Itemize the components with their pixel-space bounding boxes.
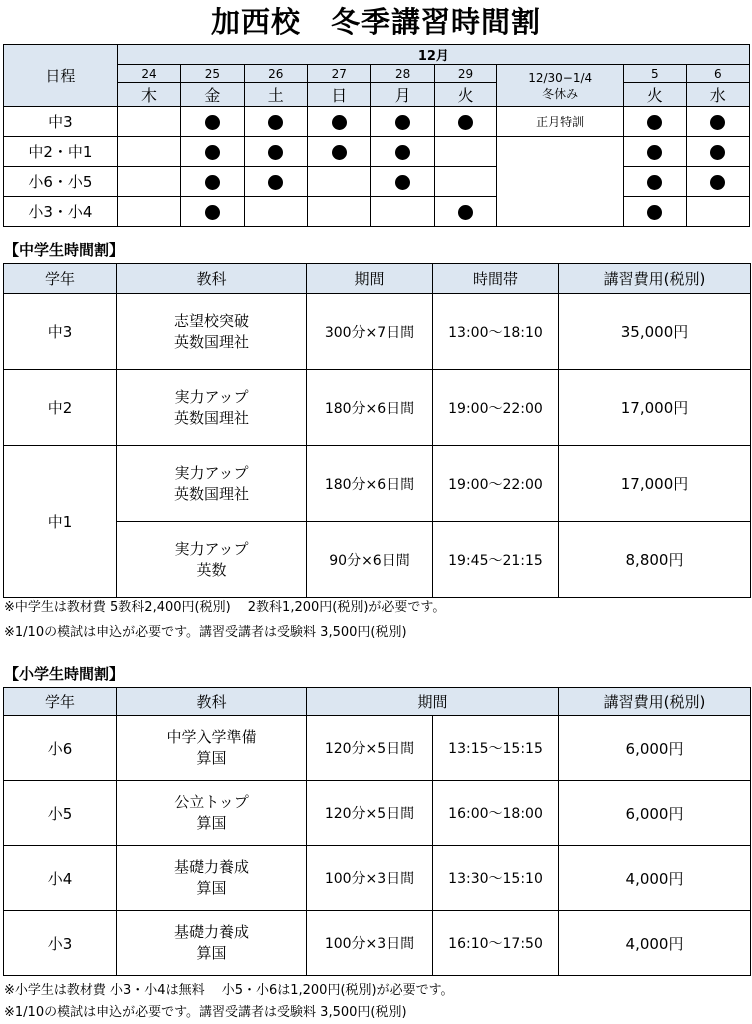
subject-line-1: 中学入学準備 — [166, 728, 257, 746]
mark-cell — [117, 197, 180, 227]
subject-line-2: 算国 — [196, 749, 227, 767]
grade-cell: 中1 — [4, 446, 117, 598]
schedule-grade: 小3・小4 — [4, 197, 118, 227]
period-cell: 180分×6日間 — [307, 370, 433, 446]
mark-cell — [686, 107, 749, 137]
subject-line-2: 英数国理社 — [173, 408, 249, 427]
mark-cell — [181, 107, 244, 137]
subject-line-2: 算国 — [196, 814, 227, 832]
subject-cell — [117, 522, 307, 598]
mark-cell — [624, 137, 686, 167]
class-day-dot — [710, 145, 725, 160]
subject-line-1: 公立トップ — [174, 793, 249, 811]
page-title: 加西校 冬季講習時間割 — [210, 5, 541, 39]
day-date: 5 — [624, 65, 686, 83]
day-weekday: 火 — [434, 83, 496, 107]
class-day-dot — [647, 115, 662, 130]
mark-cell — [686, 197, 749, 227]
header-subject: 教科 — [117, 264, 307, 294]
subject-line-1: 実力アップ — [174, 387, 249, 406]
time-cell: 13:00〜18:10 — [433, 294, 559, 370]
class-day-dot — [332, 145, 347, 160]
table-row — [4, 911, 751, 976]
subject-line-1: 基礎力養成 — [173, 923, 249, 941]
class-day-dot — [395, 145, 410, 160]
period-cell: 180分×6日間 — [307, 446, 433, 522]
grade-cell: 中2 — [4, 370, 117, 446]
mark-cell — [244, 107, 307, 137]
special-training-label: 正月特訓 — [497, 107, 624, 137]
mark-cell — [244, 167, 307, 197]
grade-cell: 中3 — [4, 294, 117, 370]
mark-cell — [308, 197, 371, 227]
mark-cell — [434, 167, 496, 197]
table-row — [4, 446, 751, 522]
mark-cell — [308, 107, 371, 137]
class-day-dot — [205, 115, 220, 130]
day-weekday: 月 — [371, 83, 434, 107]
class-day-dot — [332, 115, 347, 130]
header-subject: 教科 — [117, 688, 307, 716]
period-cell: 100分×3日間 — [307, 846, 433, 911]
schedule-grade: 小6・小5 — [4, 167, 118, 197]
table-row — [4, 846, 751, 911]
subject-cell — [117, 781, 307, 846]
day-date: 29 — [434, 65, 496, 83]
mark-cell — [371, 107, 434, 137]
period-cell: 120分×5日間 — [307, 716, 433, 781]
day-date: 24 — [117, 65, 180, 83]
elementary-table — [3, 687, 751, 976]
header-grade: 学年 — [4, 264, 117, 294]
table-row — [4, 716, 751, 781]
time-cell: 13:15〜15:15 — [433, 716, 559, 781]
class-day-dot — [647, 145, 662, 160]
time-cell: 19:00〜22:00 — [433, 446, 559, 522]
time-cell: 13:30〜15:10 — [433, 846, 559, 911]
header-period: 期間 — [307, 688, 559, 716]
subject-cell — [117, 716, 307, 781]
junior-section-label: 【中学生時間割】 — [4, 241, 125, 259]
class-day-dot — [395, 115, 410, 130]
mark-cell — [181, 137, 244, 167]
day-date: 6 — [686, 65, 749, 83]
grade-cell: 小4 — [4, 846, 117, 911]
subject-line-1: 実力アップ — [174, 539, 249, 558]
grade-cell: 小3 — [4, 911, 117, 976]
winter-break-header — [497, 65, 624, 107]
header-grade: 学年 — [4, 688, 117, 716]
class-day-dot — [395, 175, 410, 190]
subject-line-2: 英数国理社 — [173, 332, 249, 351]
day-date: 12/30−1/4 — [528, 70, 593, 85]
mark-cell — [434, 137, 496, 167]
class-day-dot — [268, 145, 283, 160]
day-weekday: 土 — [244, 83, 307, 107]
table-row — [4, 781, 751, 846]
fee-cell: 17,000円 — [559, 370, 751, 446]
mark-cell — [308, 137, 371, 167]
class-day-dot — [647, 205, 662, 220]
mark-cell — [244, 137, 307, 167]
class-day-dot — [268, 115, 283, 130]
fee-cell: 4,000円 — [559, 911, 751, 976]
header-time: 時間帯 — [433, 264, 559, 294]
schedule-row — [4, 197, 750, 227]
mark-cell — [308, 167, 371, 197]
subject-cell — [117, 370, 307, 446]
time-cell: 19:45〜21:15 — [433, 522, 559, 598]
junior-table — [3, 263, 751, 598]
table-row — [4, 294, 751, 370]
subject-cell — [117, 911, 307, 976]
day-date: 28 — [371, 65, 434, 83]
schedule-header-label: 日程 — [4, 45, 118, 107]
mark-cell — [117, 107, 180, 137]
schedule-row — [4, 137, 750, 167]
mark-cell — [434, 107, 496, 137]
header-fee: 講習費用(税別) — [559, 264, 751, 294]
subject-line-2: 英数国理社 — [173, 484, 249, 503]
header-period: 期間 — [307, 264, 433, 294]
class-day-dot — [205, 205, 220, 220]
fee-cell: 4,000円 — [559, 846, 751, 911]
subject-line-2: 英数 — [196, 560, 227, 579]
schedule-month: 12月 — [117, 45, 749, 65]
grade-cell: 小5 — [4, 781, 117, 846]
day-weekday: 木 — [117, 83, 180, 107]
subject-cell — [117, 846, 307, 911]
time-cell: 16:00〜18:00 — [433, 781, 559, 846]
fee-cell: 6,000円 — [559, 716, 751, 781]
mark-cell — [686, 167, 749, 197]
fee-cell: 6,000円 — [559, 781, 751, 846]
class-day-dot — [205, 145, 220, 160]
mark-cell — [181, 197, 244, 227]
day-date: 26 — [244, 65, 307, 83]
elementary-note-1: ※小学生は教材費 小3・小4は無料 小5・小6は1,200円(税別)が必要です。 — [4, 983, 454, 998]
subject-cell — [117, 294, 307, 370]
mark-cell — [117, 167, 180, 197]
header-fee: 講習費用(税別) — [559, 688, 751, 716]
time-cell: 19:00〜22:00 — [433, 370, 559, 446]
class-day-dot — [205, 175, 220, 190]
subject-line-1: 実力アップ — [174, 463, 249, 482]
fee-cell: 17,000円 — [559, 446, 751, 522]
day-date: 25 — [181, 65, 244, 83]
mark-cell — [181, 167, 244, 197]
elementary-note-2: ※1/10の模試は申込が必要です。講習受講者は受験料 3,500円(税別) — [4, 1005, 407, 1020]
schedule-grade: 中3 — [4, 107, 118, 137]
winter-break-empty — [497, 137, 624, 227]
class-day-dot — [710, 175, 725, 190]
subject-line-1: 志望校突破 — [173, 311, 249, 330]
day-weekday: 金 — [181, 83, 244, 107]
class-day-dot — [647, 175, 662, 190]
fee-cell: 8,800円 — [559, 522, 751, 598]
period-cell: 90分×6日間 — [307, 522, 433, 598]
table-row — [4, 522, 751, 598]
mark-cell — [117, 137, 180, 167]
mark-cell — [371, 167, 434, 197]
mark-cell — [434, 197, 496, 227]
period-cell: 100分×3日間 — [307, 911, 433, 976]
subject-line-2: 算国 — [196, 944, 227, 962]
schedule-grade: 中2・中1 — [4, 137, 118, 167]
mark-cell — [624, 167, 686, 197]
mark-cell — [624, 107, 686, 137]
mark-cell — [244, 197, 307, 227]
class-day-dot — [268, 175, 283, 190]
table-row — [4, 370, 751, 446]
day-weekday: 日 — [308, 83, 371, 107]
fee-cell: 35,000円 — [559, 294, 751, 370]
day-weekday: 水 — [686, 83, 749, 107]
day-weekday: 火 — [624, 83, 686, 107]
subject-cell — [117, 446, 307, 522]
schedule-table — [3, 44, 750, 227]
mark-cell — [371, 197, 434, 227]
schedule-row — [4, 107, 750, 137]
subject-line-2: 算国 — [196, 879, 227, 897]
period-cell: 300分×7日間 — [307, 294, 433, 370]
class-day-dot — [710, 115, 725, 130]
class-day-dot — [458, 205, 473, 220]
period-cell: 120分×5日間 — [307, 781, 433, 846]
junior-note-1: ※中学生は教材費 5教科2,400円(税別) 2教科1,200円(税別)が必要です。 — [4, 600, 446, 615]
mark-cell — [371, 137, 434, 167]
day-weekday: 冬休み — [542, 86, 579, 101]
subject-line-1: 基礎力養成 — [173, 858, 249, 876]
mark-cell — [624, 197, 686, 227]
day-date: 27 — [308, 65, 371, 83]
elementary-section-label: 【小学生時間割】 — [4, 665, 125, 683]
class-day-dot — [458, 115, 473, 130]
grade-cell: 小6 — [4, 716, 117, 781]
time-cell: 16:10〜17:50 — [433, 911, 559, 976]
junior-note-2: ※1/10の模試は申込が必要です。講習受講者は受験料 3,500円(税別) — [4, 625, 407, 640]
mark-cell — [686, 137, 749, 167]
schedule-row — [4, 167, 750, 197]
